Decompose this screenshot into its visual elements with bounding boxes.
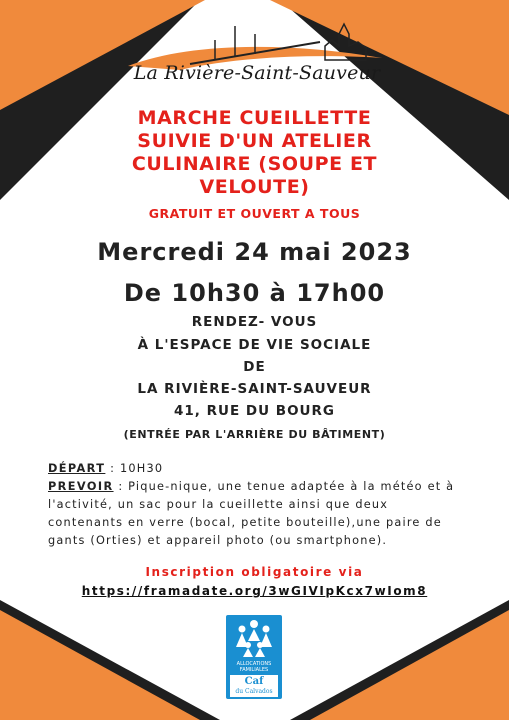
depart-info — [48, 460, 468, 478]
caf-department: du Calvados — [235, 688, 273, 695]
caf-name: Caf — [244, 676, 264, 687]
depart-label: DÉPART — [48, 462, 106, 475]
address-line: 41, RUE DU BOURG — [174, 403, 335, 419]
address-line: RENDEZ- VOUS — [191, 314, 318, 330]
caf-subtitle: ALLOCATIONS FAMILIALES — [236, 661, 272, 673]
family-figures-icon — [226, 615, 282, 661]
address-line: LA RIVIÈRE-SAINT-SAUVEUR — [137, 381, 372, 397]
event-time: De 10h30 à 17h00 — [123, 279, 386, 307]
event-title-line: CULINAIRE (SOUPE ET — [131, 153, 378, 175]
event-subtitle: GRATUIT ET OUVERT A TOUS — [148, 206, 361, 221]
address-line: DE — [243, 359, 266, 375]
prevoir-value: : Pique-nique, une tenue adaptée à la météo et à l'activité, un sac pour la cueillette ainsi que deux contenants en verre (bocal, petite bouteille),une paire de gants (Orties) et appareil photo (ou smartphone). — [48, 480, 455, 547]
event-details — [48, 460, 468, 550]
village-logo-graphic — [120, 20, 390, 100]
address-note: (ENTRÉE PAR L'ARRIÈRE DU BÂTIMENT) — [123, 428, 386, 441]
event-title — [60, 107, 449, 199]
event-title-line: SUIVIE D'UN ATELIER — [137, 130, 372, 152]
signup-text: Inscription obligatoire via — [145, 565, 364, 579]
event-date: Mercredi 24 mai 2023 — [97, 238, 412, 266]
depart-value: : 10H30 — [105, 462, 164, 475]
caf-logo — [226, 615, 282, 699]
address-line: À L'ESPACE DE VIE SOCIALE — [137, 337, 372, 353]
caf-label-box — [230, 675, 278, 697]
signup-link[interactable]: https://framadate.org/3wGIVIpKcx7wIom8 — [81, 584, 428, 598]
bottom-left-orange-triangle — [0, 610, 200, 720]
event-title-line: MARCHE CUEILLETTE — [137, 107, 372, 129]
logo-text: La Rivière-Saint-Sauveur — [133, 62, 381, 84]
prevoir-label: PREVOIR — [48, 480, 114, 493]
event-title-line: VELOUTE) — [199, 176, 310, 198]
prevoir-info — [48, 478, 468, 550]
